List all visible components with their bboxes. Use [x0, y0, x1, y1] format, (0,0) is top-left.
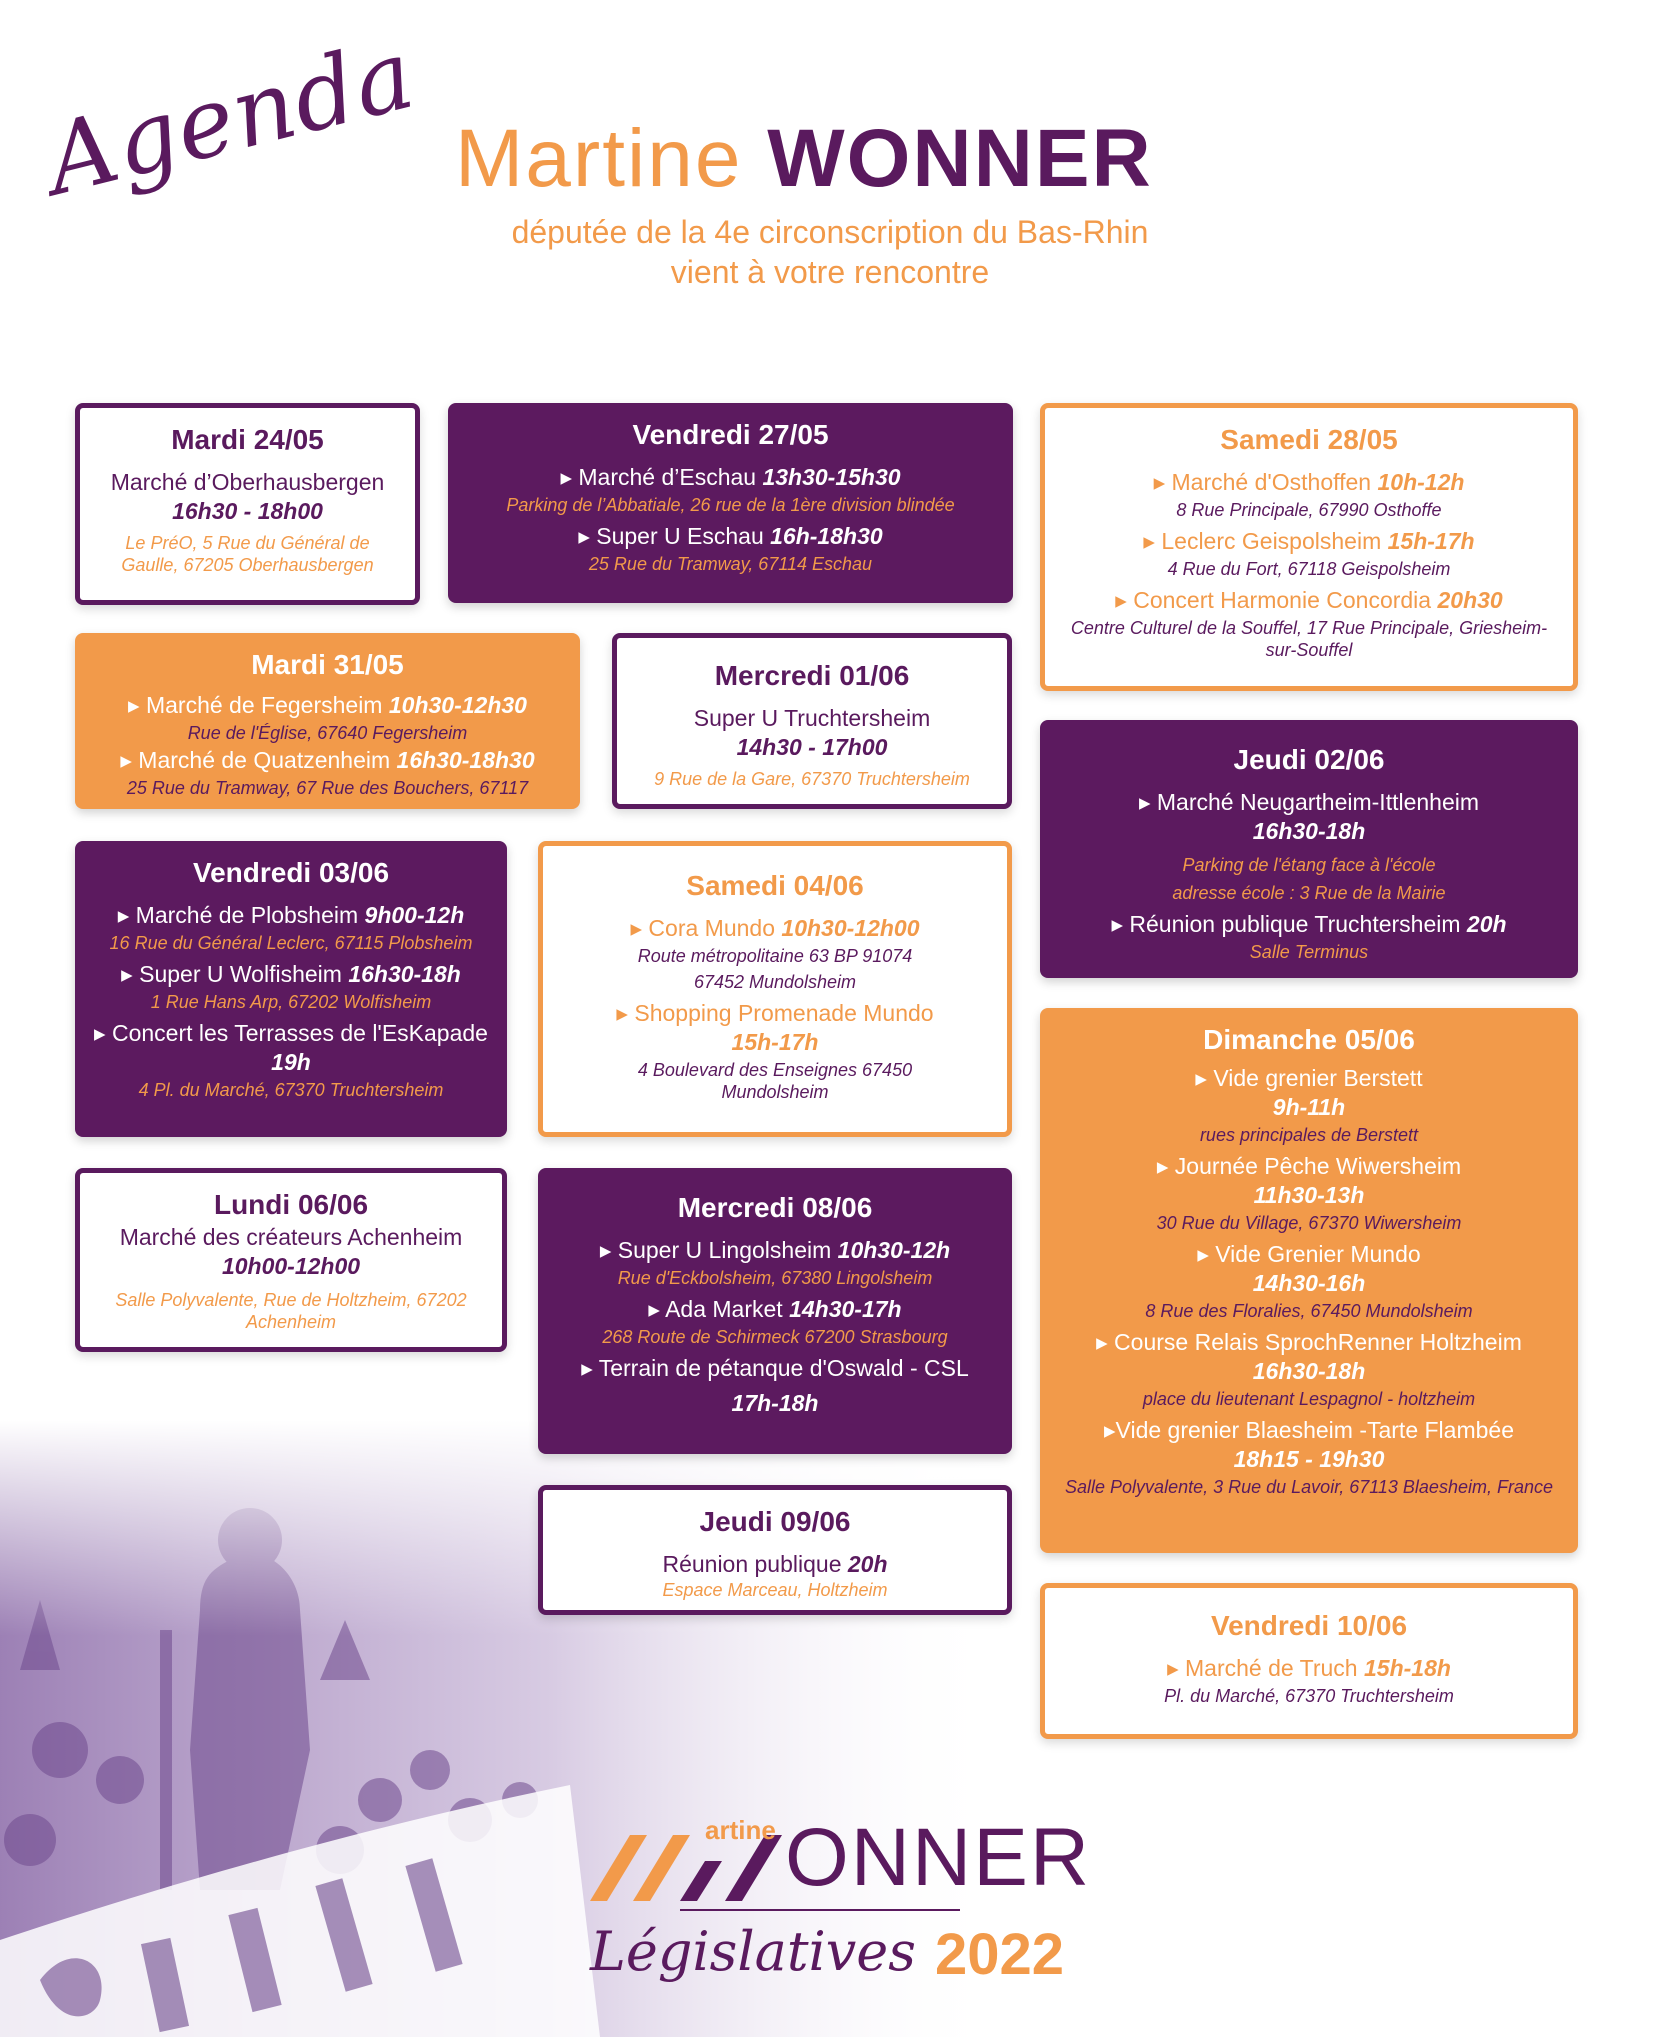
event-time: 20h30	[1437, 587, 1503, 613]
event-line	[1055, 468, 1563, 497]
event-time: 14h30-17h	[789, 1296, 902, 1322]
event-line	[85, 901, 497, 930]
last-name: WONNER	[767, 113, 1153, 204]
event-time: 15h-17h	[1387, 528, 1475, 554]
event-name: ▸ Course Relais SprochRenner Holtzheim	[1096, 1329, 1522, 1355]
card-title: Dimanche 05/06	[1203, 1024, 1415, 1055]
event-line	[553, 914, 997, 943]
event-card-vendredi-03-06	[75, 841, 507, 1137]
event-address: 8 Rue des Floralies, 67450 Mundolsheim	[1145, 1301, 1473, 1321]
event-line	[548, 1295, 1002, 1324]
event-time: 13h30-15h30	[762, 464, 901, 490]
event-name: ▸Vide grenier Blaesheim -Tarte Flambée	[1104, 1417, 1514, 1443]
event-card-samedi-28-05	[1040, 403, 1578, 691]
event-card-mercredi-01-06	[612, 633, 1012, 809]
event-name: ▸ Vide Grenier Mundo	[1197, 1241, 1421, 1267]
event-card-mardi-24-05	[75, 403, 420, 605]
logo-divider	[680, 1909, 960, 1911]
logo-artine: artine	[705, 1815, 776, 1845]
event-address: Rue d'Eckbolsheim, 67380 Lingolsheim	[617, 1268, 933, 1288]
event-name: ▸ Marché de Truch	[1167, 1655, 1364, 1681]
event-time: 10h30-12h30	[388, 692, 527, 718]
event-address: Rue de l'Église, 67640 Fegersheim	[187, 723, 468, 743]
subtitle	[440, 212, 1220, 292]
event-card-vendredi-27-05	[448, 403, 1013, 603]
event-address: Pl. du Marché, 67370 Truchtersheim	[1164, 1686, 1454, 1706]
event-name: Réunion publique	[662, 1551, 848, 1577]
event-address: 25 Rue du Tramway, 67 Rue des Bouchers, 67117	[126, 778, 529, 798]
event-address: Centre Culturel de la Souffel, 17 Rue Principale, Griesheim-sur-Souffel	[1070, 618, 1548, 660]
event-name: ▸ Concert les Terrasses de l'EsKapade	[94, 1020, 488, 1046]
event-time: 16h30-18h30	[396, 747, 535, 773]
card-title: Mardi 31/05	[251, 649, 404, 680]
event-name: ▸ Marché de Fegersheim	[128, 692, 389, 718]
card-title: Samedi 28/05	[1220, 424, 1398, 455]
event-time: 10h-12h	[1377, 469, 1465, 495]
event-name: ▸ Vide grenier Berstett	[1195, 1065, 1423, 1091]
event-time: 9h00-12h	[364, 902, 465, 928]
event-name: ▸ Ada Market	[648, 1296, 790, 1322]
event-name: ▸ Leclerc Geispolsheim	[1143, 528, 1388, 554]
subtitle-line-2: vient à votre rencontre	[670, 254, 990, 290]
event-time: 10h00-12h00	[221, 1253, 361, 1279]
event-address: 268 Route de Schirmeck 67200 Strasbourg	[602, 1327, 948, 1347]
event-card-samedi-04-06	[538, 841, 1012, 1137]
card-title: Samedi 04/06	[686, 870, 864, 901]
logo-legislatives: Législatives	[590, 1920, 916, 1983]
event-time: 16h30 - 18h00	[172, 498, 323, 524]
event-time: 14h30 - 17h00	[736, 734, 888, 760]
event-address: 25 Rue du Tramway, 67114 Eschau	[588, 554, 873, 574]
event-time: 18h15 - 19h30	[1233, 1446, 1385, 1472]
card-title: Mardi 24/05	[171, 424, 324, 455]
event-card-dimanche-05-06	[1040, 1008, 1578, 1553]
event-address: Route métropolitaine 63 BP 91074	[637, 946, 913, 966]
card-title: Jeudi 02/06	[1233, 744, 1385, 775]
event-line	[85, 746, 570, 775]
card-title: Vendredi 10/06	[1210, 1610, 1408, 1641]
event-name: ▸ Concert Harmonie Concordia	[1115, 587, 1438, 613]
event-name: ▸ Réunion publique Truchtersheim	[1111, 911, 1467, 937]
event-address: 4 Rue du Fort, 67118 Geispolsheim	[1167, 559, 1451, 579]
event-address: Parking de l'étang face à l'école	[1182, 855, 1436, 875]
event-time: 15h-18h	[1363, 1655, 1451, 1681]
event-address: 8 Rue Principale, 67990 Osthoffe	[1176, 500, 1442, 520]
event-address: 1 Rue Hans Arp, 67202 Wolfisheim	[150, 992, 432, 1012]
event-address: 4 Boulevard des Enseignes 67450 Mundolsheim	[637, 1060, 913, 1102]
event-card-vendredi-10-06	[1040, 1583, 1578, 1739]
event-name: Marché d’Oberhausbergen	[110, 469, 385, 495]
event-name: ▸ Journée Pêche Wiwersheim	[1156, 1153, 1462, 1179]
event-name: ▸ Cora Mundo	[630, 915, 782, 941]
event-line	[85, 960, 497, 989]
event-line	[1055, 586, 1563, 615]
logo-onner: ONNER	[785, 1812, 1092, 1903]
event-name: Marché des créateurs Achenheim	[119, 1224, 463, 1250]
first-name: Martine	[455, 113, 743, 204]
event-card-mardi-31-05	[75, 633, 580, 809]
event-time: 16h-18h30	[770, 523, 883, 549]
event-time: 16h30-18h	[348, 961, 461, 987]
candidate-name	[455, 112, 1153, 206]
event-name: ▸ Marché d’Eschau	[560, 464, 763, 490]
event-name: Super U Truchtersheim	[693, 705, 931, 731]
event-time: 9h-11h	[1272, 1094, 1346, 1120]
event-card-lundi-06-06	[75, 1168, 507, 1352]
event-time: 16h30-18h	[1252, 818, 1366, 844]
event-name: ▸ Super U Eschau	[578, 523, 771, 549]
card-title: Vendredi 27/05	[632, 419, 829, 450]
event-card-mercredi-08-06	[538, 1168, 1012, 1454]
event-address: 67452 Mundolsheim	[693, 972, 857, 992]
event-line	[1055, 527, 1563, 556]
logo-year: 2022	[935, 1922, 1065, 1987]
event-card-jeudi-02-06	[1040, 720, 1578, 978]
event-name: ▸ Marché de Quatzenheim	[120, 747, 397, 773]
event-name: ▸ Shopping Promenade Mundo	[616, 1000, 934, 1026]
event-address: rues principales de Berstett	[1199, 1125, 1419, 1145]
event-time: 19h	[271, 1049, 311, 1075]
event-name: ▸ Terrain de pétanque d'Oswald - CSL	[581, 1355, 969, 1381]
event-line	[548, 1236, 1002, 1265]
event-line	[553, 1550, 997, 1579]
event-address: Salle Polyvalente, 3 Rue du Lavoir, 67113 Blaesheim, France	[1065, 1477, 1553, 1497]
agenda-script-title: Agenda	[34, 17, 425, 218]
event-line	[458, 522, 1003, 551]
card-title: Vendredi 03/06	[192, 857, 390, 888]
event-time: 10h30-12h	[837, 1237, 951, 1263]
event-address: Parking de l’Abbatiale, 26 rue de la 1ère division blindée	[506, 495, 955, 515]
campaign-logo	[585, 1812, 1092, 2015]
event-line	[1055, 1654, 1563, 1683]
event-time: 16h30-18h	[1252, 1358, 1366, 1384]
event-address: Le PréO, 5 Rue du Général de Gaulle, 67205 Oberhausbergen	[121, 533, 374, 575]
event-address: 16 Rue du Général Leclerc, 67115 Plobsheim	[109, 933, 473, 953]
event-time: 10h30-12h00	[781, 915, 920, 941]
card-title: Jeudi 09/06	[699, 1506, 851, 1537]
subtitle-line-1: députée de la 4e circonscription du Bas-Rhin	[511, 214, 1149, 250]
event-time: 14h30-16h	[1252, 1270, 1366, 1296]
event-time: 20h	[847, 1551, 888, 1577]
event-address: Espace Marceau, Holtzheim	[662, 1580, 888, 1600]
event-address: 4 Pl. du Marché, 67370 Truchtersheim	[138, 1080, 444, 1100]
event-card-jeudi-09-06	[538, 1485, 1012, 1615]
event-line	[85, 691, 570, 720]
event-address: 9 Rue de la Gare, 67370 Truchtersheim	[654, 769, 970, 789]
event-line	[1050, 910, 1568, 939]
event-name: ▸ Super U Lingolsheim	[599, 1237, 838, 1263]
event-address: place du lieutenant Lespagnol - holtzheim	[1142, 1389, 1476, 1409]
event-time: 20h	[1466, 911, 1507, 937]
event-name: ▸ Marché de Plobsheim	[117, 902, 365, 928]
event-time: 17h-18h	[731, 1390, 819, 1416]
event-line	[458, 463, 1003, 492]
event-name: ▸ Marché Neugartheim-Ittlenheim	[1138, 789, 1480, 815]
event-line	[85, 1019, 497, 1077]
event-name: ▸ Marché d'Osthoffen	[1153, 469, 1378, 495]
event-address: Salle Polyvalente, Rue de Holtzheim, 67202 Achenheim	[115, 1290, 467, 1332]
event-address: Salle Terminus	[1249, 942, 1369, 962]
card-title: Mercredi 01/06	[714, 660, 910, 691]
event-time: 11h30-13h	[1253, 1182, 1365, 1208]
card-title: Mercredi 08/06	[677, 1192, 873, 1223]
event-address: 30 Rue du Village, 67370 Wiwersheim	[1156, 1213, 1462, 1233]
card-title: Lundi 06/06	[213, 1189, 369, 1220]
event-name: ▸ Super U Wolfisheim	[121, 961, 349, 987]
event-address: adresse école : 3 Rue de la Mairie	[1172, 883, 1446, 903]
event-time: 15h-17h	[731, 1029, 819, 1055]
